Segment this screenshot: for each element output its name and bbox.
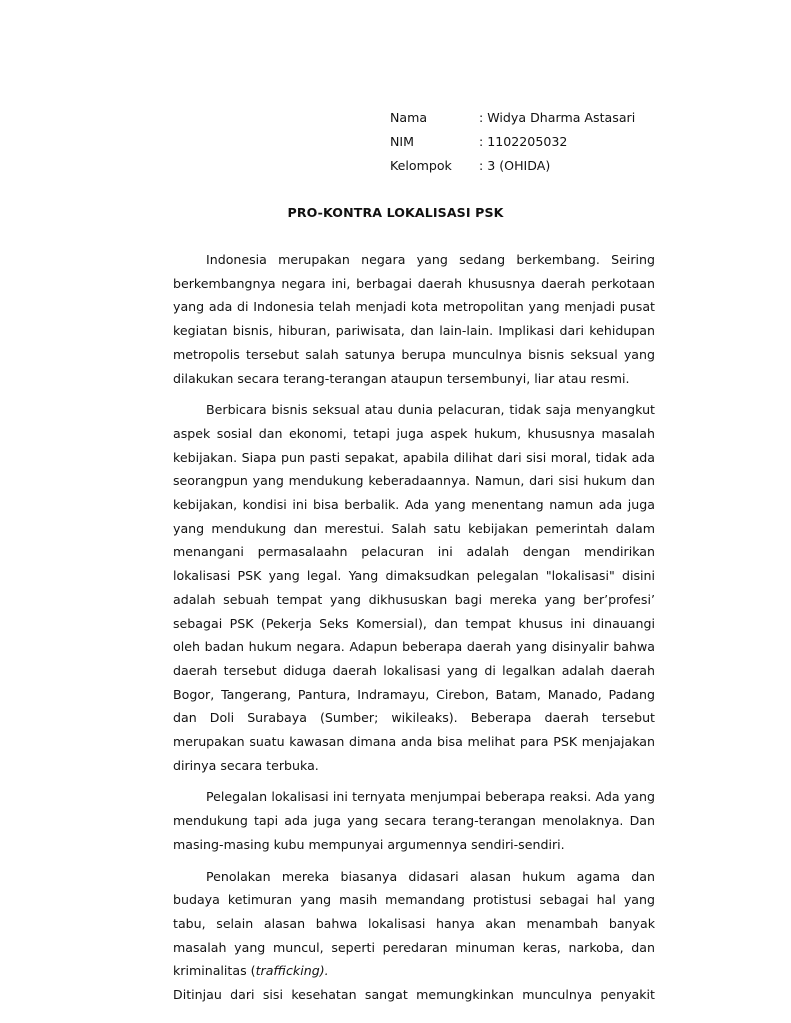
- paragraph: Berbicara bisnis seksual atau dunia pelacuran, tidak saja menyangkut aspek sosial dan ekonomi, tetapi juga aspek hukum, khususnya masalah kebijakan. Siapa pun pasti sepakat, apabila dilihat dari sisi moral, tidak ada seorangpun yang mendukung keberadaannya. Namun, dari sisi hukum dan kebijakan, kondisi ini bisa berbalik. Ada yang menentang namun ada juga yang mendukung dan merestui. Salah satu kebijakan pemerintah dalam menangani permasalaahn pelacuran ini adalah dengan mendirikan lokalisasi PSK yang legal. Yang dimaksudkan pelegalan "lokalisasi" disini adalah sebuah tempat yang dikhususkan bagi mereka yang ber’profesi’ sebagai PSK (Pekerja Seks Komersial), dan tempat khusus ini dinauangi oleh badan hukum negara. Adapun beberapa daerah yang disinyalir bahwa daerah tersebut diduga daerah lokalisasi yang di legalkan adalah daerah Bogor, Tangerang, Pantura, Indramayu, Cirebon, Batam, Manado, Padang dan Doli Surabaya (Sumber; wikileaks). Beberapa daerah tersebut merupakan suatu kawasan dimana anda bisa melihat para PSK menjajakan dirinya secara terbuka.: [173, 402, 655, 773]
- document-title: PRO-KONTRA LOKALISASI PSK: [287, 205, 504, 220]
- info-label: NIM: [390, 134, 415, 149]
- italic-term: trafficking).: [255, 963, 329, 979]
- info-value: : Widya Dharma Astasari: [479, 110, 636, 125]
- student-info: [390, 110, 635, 182]
- info-label: Nama: [390, 110, 428, 125]
- paragraph-last-line: Ditinjau dari sisi kesehatan sangat memungkinkan munculnya penyakit: [173, 987, 655, 1003]
- info-row-nama: [390, 110, 635, 134]
- paragraph-text: Penolakan mereka biasanya didasari alasan hukum agama dan budaya ketimuran yang masih memandang protistusi sebagai hal yang tabu, selain alasan bahwa lokalisasi hanya akan menambah banyak masalah yang muncul, seperti peredaran minuman keras, narkoba, dan kriminalitas (: [173, 868, 655, 979]
- info-row-nim: [390, 134, 635, 158]
- paragraph: Pelegalan lokalisasi ini ternyata menjumpai beberapa reaksi. Ada yang mendukung tapi ada juga yang secara terang-terangan menolaknya. Dan masing-masing kubu mempunyai argumennya sendiri-sendiri.: [173, 789, 655, 852]
- document-body: [173, 248, 655, 1006]
- info-row-kelompok: [390, 158, 635, 182]
- info-value: : 3 (OHIDA): [479, 158, 551, 173]
- paragraph: Indonesia merupakan negara yang sedang berkembang. Seiring berkembangnya negara ini, berbagai daerah khususnya daerah perkotaan yang ada di Indonesia telah menjadi kota metropolitan yang menjadi pusat kegiatan bisnis, hiburan, pariwisata, dan lain-lain. Implikasi dari kehidupan metropolis tersebut salah satunya berupa munculnya bisnis seksual yang dilakukan secara terang-terangan ataupun tersembunyi, liar atau resmi.: [173, 252, 655, 386]
- info-value: : 1102205032: [479, 134, 568, 149]
- info-label: Kelompok: [390, 158, 452, 173]
- paragraph: [173, 865, 655, 984]
